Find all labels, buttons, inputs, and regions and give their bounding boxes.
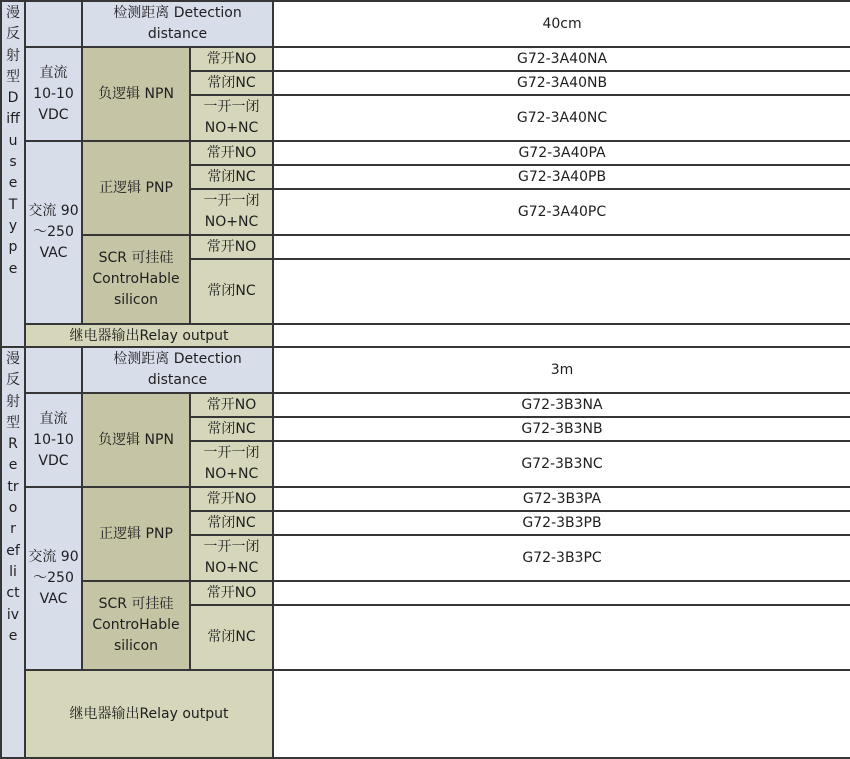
detection-distance-value: 40cm bbox=[273, 1, 850, 47]
model-npn-nonc: G72-3B3NC bbox=[273, 441, 850, 487]
model-pnp-no: G72-3A40PA bbox=[273, 141, 850, 165]
model-scr-no bbox=[273, 581, 850, 605]
blank-header-cell bbox=[25, 347, 82, 393]
model-npn-no: G72-3A40NA bbox=[273, 47, 850, 71]
switch-nc-label: 常闭NC bbox=[190, 165, 273, 189]
model-npn-nc: G72-3B3NB bbox=[273, 417, 850, 441]
ac-power-label: 交流 90～250 VAC bbox=[25, 487, 82, 670]
type-label-zh: 漫反射型 bbox=[6, 5, 20, 85]
npn-label: 负逻辑 NPN bbox=[82, 393, 190, 487]
switch-nonc-label: 一开一闭 NO+NC bbox=[190, 189, 273, 235]
scr-label: SCR 可挂硅 ControHable silicon bbox=[82, 235, 190, 324]
type-label bbox=[1, 1, 25, 348]
detection-distance-label: 检测距离 Detection distance bbox=[82, 347, 273, 393]
scr-label: SCR 可挂硅 ControHable silicon bbox=[82, 581, 190, 670]
switch-no-label: 常开NO bbox=[190, 235, 273, 259]
switch-nc-label: 常闭NC bbox=[190, 605, 273, 670]
model-pnp-nonc: G72-3B3PC bbox=[273, 535, 850, 581]
npn-label: 负逻辑 NPN bbox=[82, 47, 190, 141]
switch-nonc-label: 一开一闭 NO+NC bbox=[190, 95, 273, 141]
model-relay bbox=[273, 670, 850, 758]
type-label-en: Diffuse Type bbox=[6, 90, 20, 277]
switch-nc-label: 常闭NC bbox=[190, 259, 273, 324]
switch-nonc-label: 一开一闭 NO+NC bbox=[190, 441, 273, 487]
dc-power-label: 直流 10-10 VDC bbox=[25, 47, 82, 141]
type-label-en: Retroreflictive bbox=[6, 436, 20, 644]
detection-distance-label: 检测距离 Detection distance bbox=[82, 1, 273, 47]
type-label bbox=[1, 347, 25, 758]
model-relay bbox=[273, 324, 850, 348]
model-npn-nonc: G72-3A40NC bbox=[273, 95, 850, 141]
model-scr-no bbox=[273, 235, 850, 259]
switch-no-label: 常开NO bbox=[190, 581, 273, 605]
model-scr-nc bbox=[273, 605, 850, 670]
model-npn-nc: G72-3A40NB bbox=[273, 71, 850, 95]
switch-no-label: 常开NO bbox=[190, 393, 273, 417]
pnp-label: 正逻辑 PNP bbox=[82, 141, 190, 235]
switch-no-label: 常开NO bbox=[190, 487, 273, 511]
detection-distance-value: 3m bbox=[273, 347, 850, 393]
switch-no-label: 常开NO bbox=[190, 141, 273, 165]
switch-nonc-label: 一开一闭 NO+NC bbox=[190, 535, 273, 581]
model-pnp-nc: G72-3A40PB bbox=[273, 165, 850, 189]
model-pnp-no: G72-3B3PA bbox=[273, 487, 850, 511]
switch-no-label: 常开NO bbox=[190, 47, 273, 71]
model-scr-nc bbox=[273, 259, 850, 324]
model-npn-no: G72-3B3NA bbox=[273, 393, 850, 417]
ac-power-label: 交流 90～250 VAC bbox=[25, 141, 82, 324]
diffuse-type-table bbox=[0, 0, 850, 349]
type-label-zh: 漫反射型 bbox=[6, 351, 20, 431]
model-pnp-nc: G72-3B3PB bbox=[273, 511, 850, 535]
retroreflective-type-table bbox=[0, 346, 850, 759]
pnp-label: 正逻辑 PNP bbox=[82, 487, 190, 581]
blank-header-cell bbox=[25, 1, 82, 47]
switch-nc-label: 常闭NC bbox=[190, 417, 273, 441]
relay-output-label: 继电器输出Relay output bbox=[25, 324, 273, 348]
dc-power-label: 直流 10-10 VDC bbox=[25, 393, 82, 487]
model-pnp-nonc: G72-3A40PC bbox=[273, 189, 850, 235]
switch-nc-label: 常闭NC bbox=[190, 71, 273, 95]
switch-nc-label: 常闭NC bbox=[190, 511, 273, 535]
relay-output-label: 继电器输出Relay output bbox=[25, 670, 273, 758]
